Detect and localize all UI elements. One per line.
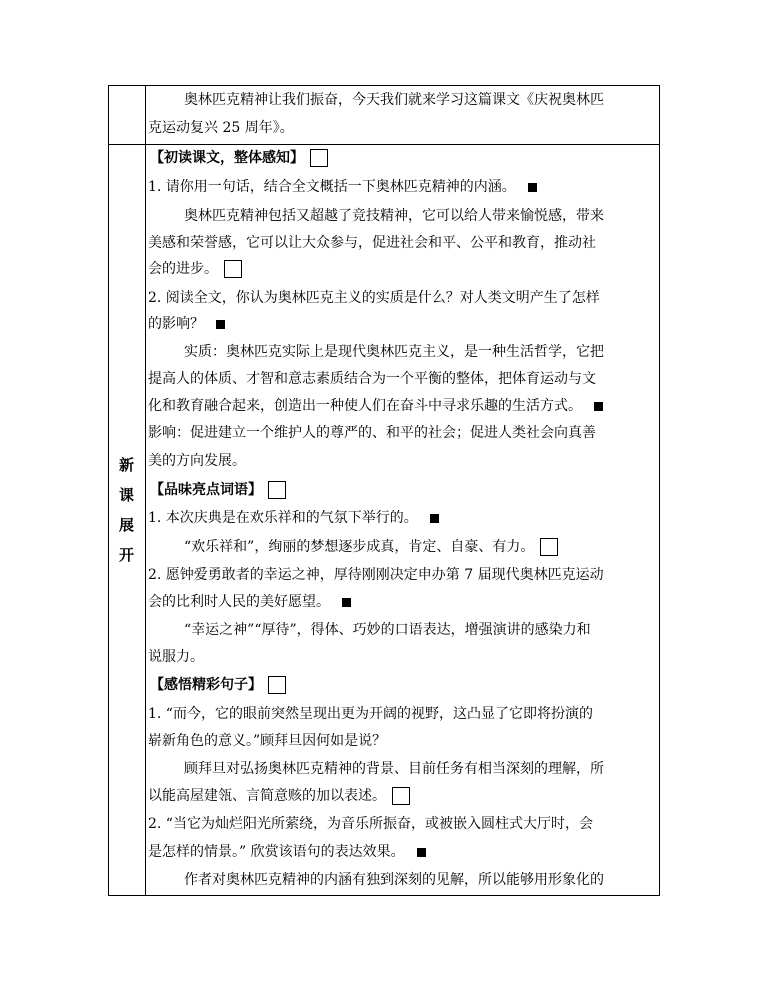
- question-1-1: 1. 请你用一句话，结合全文概括一下奥林匹克精神的内涵。: [148, 177, 537, 197]
- section-heading-2: 【品味亮点词语】: [150, 480, 286, 500]
- question-marker: [216, 320, 225, 329]
- answer-3-1-line-2: 以能高屋建瓴、言简意赅的加以表述。: [148, 786, 410, 806]
- row-divider: [108, 144, 660, 145]
- answer-1-2-line-4: 影响：促进建立一个维护人的尊严的、和平的社会；促进人类社会向真善: [148, 425, 596, 441]
- question-marker: [342, 598, 351, 607]
- answer-1-2-line-5: 美的方向发展。: [148, 453, 246, 469]
- column-divider: [145, 85, 146, 896]
- intro-line-2: 克运动复兴 25 周年》。: [148, 120, 294, 136]
- answer-2-2-line-2: 说服力。: [148, 649, 204, 665]
- answer-1-2-line-1: 实质：奥林匹克实际上是现代奥林匹克主义，是一种生活哲学，它把: [184, 344, 604, 360]
- question-marker: [528, 183, 537, 192]
- side-char-1: 新: [118, 456, 134, 474]
- question-2-1: 1. 本次庆典是在欢乐祥和的气氛下举行的。: [148, 508, 439, 528]
- answer-checkbox[interactable]: [540, 538, 558, 556]
- section-heading-1: 【初读课文，整体感知】: [150, 148, 328, 168]
- answer-checkbox[interactable]: [310, 149, 328, 167]
- question-2-2-line-2: 会的比利时人民的美好愿望。: [148, 592, 351, 612]
- question-marker: [430, 514, 439, 523]
- answer-3-1-line-1: 顾拜旦对弘扬奥林匹克精神的背景、目前任务有相当深刻的理解，所: [184, 761, 604, 777]
- answer-1-2-line-3: 化和教育融合起来，创造出一种使人们在奋斗中寻求乐趣的生活方式。: [148, 396, 603, 416]
- question-1-2-line-1: 2. 阅读全文，你认为奥林匹克主义的实质是什么？对人类文明产生了怎样: [148, 290, 600, 306]
- question-marker: [417, 848, 426, 857]
- section-heading-3: 【感悟精彩句子】: [150, 675, 286, 695]
- answer-1-1-line-2: 美感和荣誉感，它可以让大众参与，促进社会和平、公平和教育，推动社: [148, 235, 596, 251]
- question-1-2-line-2: 的影响？: [148, 314, 225, 334]
- answer-checkbox[interactable]: [268, 481, 286, 499]
- answer-checkbox[interactable]: [224, 260, 242, 278]
- answer-checkbox[interactable]: [268, 676, 286, 694]
- question-3-2-line-2: 是怎样的情景。” 欣赏该语句的表达效果。: [148, 842, 426, 862]
- answer-2-2-line-1: “幸运之神”“厚待”，得体、巧妙的口语表达，增强演讲的感染力和: [184, 622, 591, 638]
- answer-1-1-line-3: 会的进步。: [148, 259, 242, 279]
- side-char-2: 课: [118, 486, 134, 504]
- answer-checkbox[interactable]: [392, 787, 410, 805]
- question-2-2-line-1: 2. 愿钟爱勇敢者的幸运之神，厚待刚刚决定申办第 7 届现代奥林匹克运动: [148, 567, 604, 583]
- answer-1-2-line-2: 提高人的体质、才智和意志素质结合为一个平衡的整体，把体育运动与文: [148, 371, 596, 387]
- answer-3-2-line-1: 作者对奥林匹克精神的内涵有独到深刻的见解，所以能够用形象化的: [184, 872, 604, 888]
- answer-1-1-line-1: 奥林匹克精神包括又超越了竞技精神，它可以给人带来愉悦感，带来: [184, 208, 604, 224]
- intro-line-1: 奥林匹克精神让我们振奋，今天我们就来学习这篇课文《庆祝奥林匹: [184, 92, 604, 108]
- answer-marker: [594, 402, 603, 411]
- answer-2-1: “欢乐祥和”，绚丽的梦想逐步成真，肯定、自豪、有力。: [184, 537, 558, 557]
- question-3-1-line-1: 1. “而今，它的眼前突然呈现出更为开阔的视野，这凸显了它即将扮演的: [148, 706, 593, 722]
- side-char-3: 展: [118, 516, 134, 534]
- side-char-4: 开: [118, 546, 134, 564]
- question-3-1-line-2: 崭新角色的意义。”顾拜旦因何如是说？: [148, 733, 387, 749]
- question-3-2-line-1: 2. “当它为灿烂阳光所萦绕，为音乐所振奋，或被嵌入圆柱式大厅时，会: [148, 816, 593, 832]
